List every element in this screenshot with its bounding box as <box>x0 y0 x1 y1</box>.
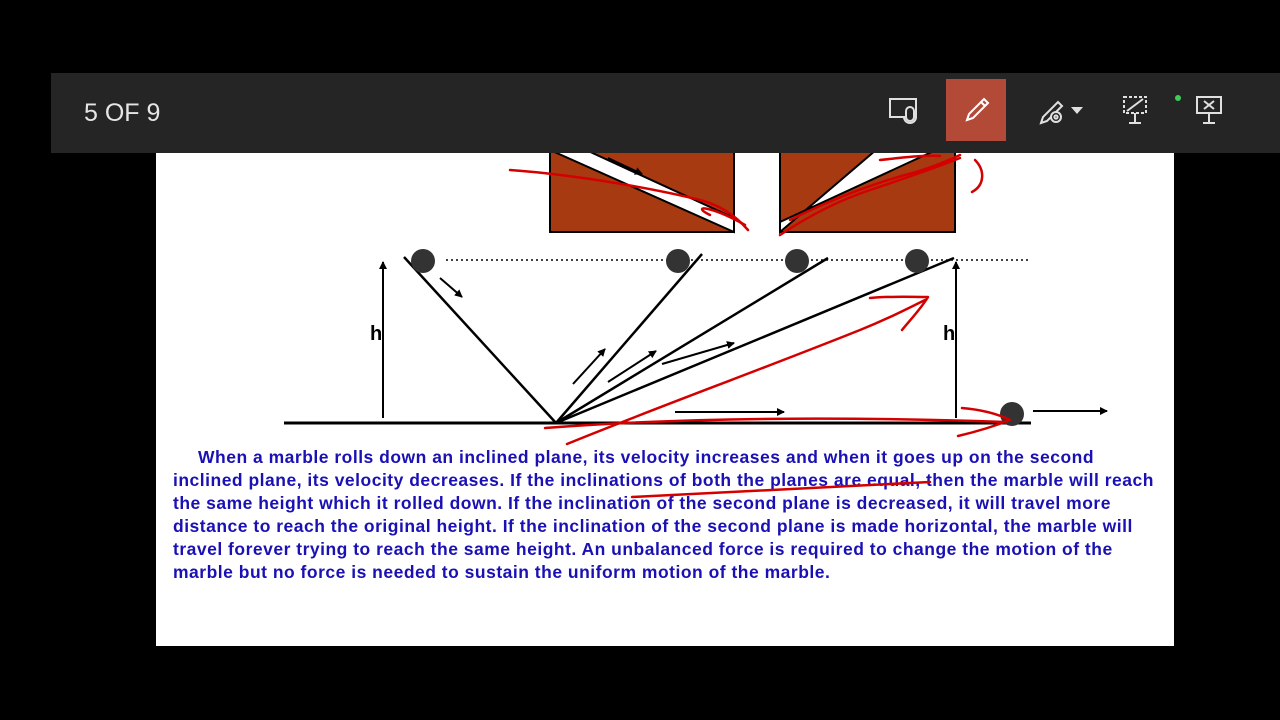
presentation-toolbar <box>51 73 1280 153</box>
pen-button[interactable] <box>946 79 1006 141</box>
motion-arrows <box>383 262 1107 418</box>
presentation-slide <box>156 150 1174 646</box>
marbles <box>411 249 1024 426</box>
presentation-pointer-icon <box>1121 94 1151 126</box>
slide-counter: 5 OF 9 <box>84 99 161 127</box>
pen-gear-icon <box>1036 93 1070 127</box>
screen-share-button[interactable] <box>877 79 931 141</box>
right-block <box>780 150 955 232</box>
presentation-close-icon <box>1194 94 1224 126</box>
left-block <box>550 150 734 232</box>
laser-pointer-button[interactable] <box>1111 79 1161 141</box>
caret-down-icon <box>1070 105 1084 115</box>
inclined-planes <box>404 254 954 423</box>
pen-icon <box>959 93 993 127</box>
right-height-label: h <box>943 323 956 345</box>
slide-caption: When a marble rolls down an inclined plane, its velocity increases and when it goes up on the second inclined plane, its velocity decreases. If the inclinations of both the planes are equal, then the marble will reach the same height which it rolled down. If the inclination of the second plane is decreased, it will travel more distance to reach the original height. If the inclination of the second plane is made horizontal, the marble will travel forever trying to reach the same height. An unbalanced force is required to change the motion of the marble but no force is needed to sustain the uniform motion of the marble. <box>173 447 1154 582</box>
left-height-label: h <box>370 323 383 345</box>
pen-settings-button[interactable] <box>1029 79 1091 141</box>
end-presentation-button[interactable] <box>1183 79 1235 141</box>
monitor-mic-icon <box>888 95 920 125</box>
status-dot <box>1175 95 1181 101</box>
